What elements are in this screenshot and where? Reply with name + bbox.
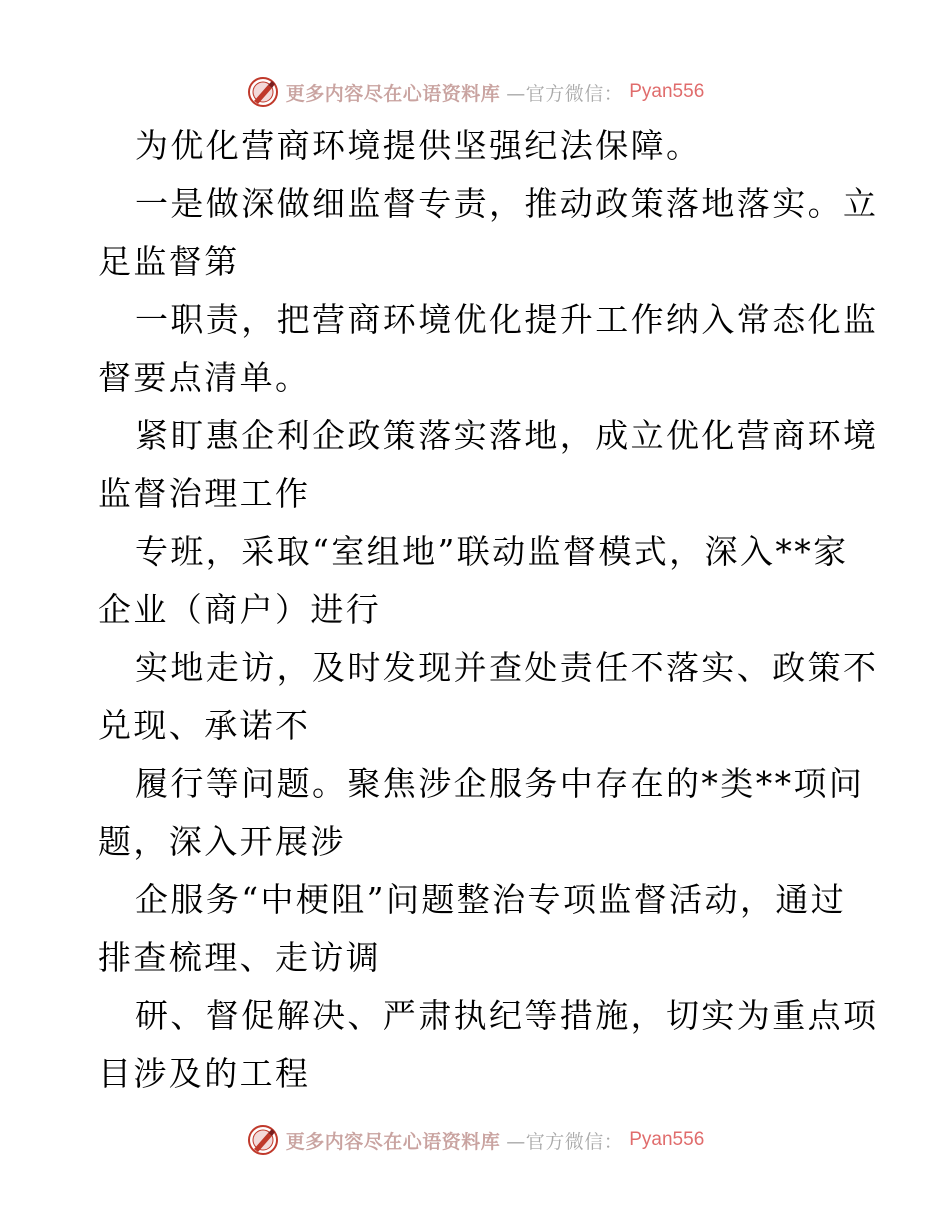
body-line: 目涉及的工程 <box>98 1054 311 1093</box>
body-line: 企业（商户）进行 <box>98 590 382 629</box>
body-line: 监督治理工作 <box>98 474 311 513</box>
pen-logo-icon <box>246 75 280 109</box>
watermark-separator: —官方微信： <box>506 1130 624 1153</box>
footer-watermark <box>0 1120 950 1160</box>
body-line: 紧盯惠企利企政策落实落地，成立优化营商环境 <box>135 416 879 455</box>
body-line: 兑现、承诺不 <box>98 706 311 745</box>
body-line: 履行等问题。聚焦涉企服务中存在的*类**项问 <box>135 764 865 803</box>
body-line: 督要点清单。 <box>98 358 311 397</box>
body-line: 专班，采取“室组地”联动监督模式，深入**家 <box>135 532 849 571</box>
body-line: 一是做深做细监督专责，推动政策落地落实。立 <box>135 184 879 223</box>
body-line: 实地走访，及时发现并查处责任不落实、政策不 <box>135 648 879 687</box>
watermark-separator: —官方微信： <box>506 82 624 105</box>
body-line: 研、督促解决、严肃执纪等措施，切实为重点项 <box>135 996 879 1035</box>
watermark-text: 更多内容尽在心语资料库 <box>285 1130 501 1153</box>
body-line: 排查梳理、走访调 <box>98 938 382 977</box>
body-line: 企服务“中梗阻”问题整治专项监督活动，通过 <box>135 880 847 919</box>
body-line: 一职责，把营商环境优化提升工作纳入常态化监 <box>135 300 879 339</box>
watermark-text: 更多内容尽在心语资料库 <box>285 82 501 105</box>
document-body <box>98 117 879 1103</box>
body-line: 题，深入开展涉 <box>98 822 346 861</box>
body-line: 为优化营商环境提供坚强纪法保障。 <box>135 126 702 165</box>
body-line: 足监督第 <box>98 242 240 281</box>
header-watermark <box>0 72 950 112</box>
pen-logo-icon <box>246 1123 280 1157</box>
watermark-wechat-id: Pyan556 <box>629 81 705 102</box>
watermark-wechat-id: Pyan556 <box>629 1129 705 1150</box>
